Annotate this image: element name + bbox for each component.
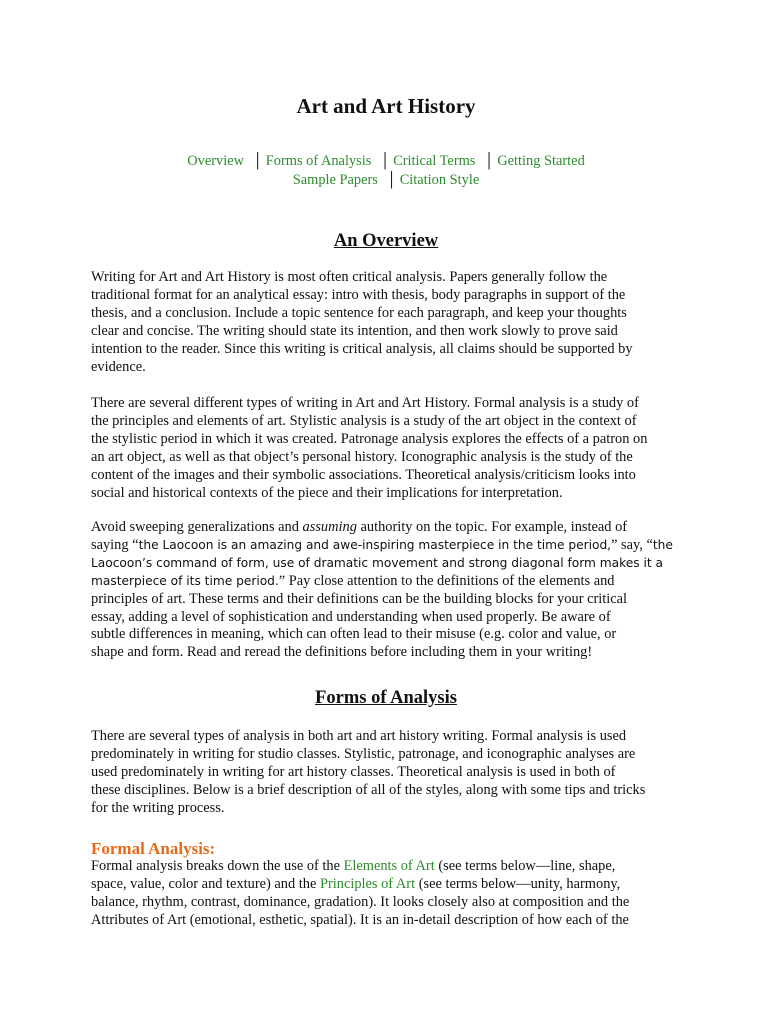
text-line: evidence. xyxy=(91,358,146,375)
nav-link-getting-started[interactable]: Getting Started xyxy=(497,153,585,169)
nav-separator: │ xyxy=(484,153,495,169)
text-run: space, value, color and texture) and the xyxy=(91,875,320,892)
text-line xyxy=(91,519,681,537)
section-heading-overview: An Overview xyxy=(333,231,439,251)
text-line: an art object, as well as that object’s personal history. Iconographic analysis is the study of the xyxy=(91,448,633,465)
text-run: (see terms below—unity, harmony, xyxy=(415,875,621,892)
text-line: balance, rhythm, contrast, dominance, gradation). It looks closely also at composition and the xyxy=(91,893,630,910)
text-line: these disciplines. Below is a brief description of all of the styles, along with some tips and tricks xyxy=(91,781,646,798)
example-quote-text: masterpiece of its time period. xyxy=(91,573,279,588)
nav-separator: │ xyxy=(379,153,391,169)
overview-paragraph-3 xyxy=(91,519,681,662)
nav-link-critical-terms[interactable]: Critical Terms xyxy=(393,153,476,169)
nav-link-overview[interactable]: Overview xyxy=(187,153,244,169)
text-run: Formal analysis breaks down the use of the xyxy=(91,858,344,874)
text-line: for the writing process. xyxy=(91,799,225,816)
text-run: authority on the topic. For example, instead of xyxy=(356,519,628,535)
text-line: shape and form. Read and reread the definitions before including them in your writing! xyxy=(91,644,593,661)
text-line: used predominately in writing for art history classes. Theoretical analysis is used in both of xyxy=(91,763,616,780)
text-line xyxy=(91,573,681,591)
text-line: essay, adding a level of sophistication and understanding when used properly. Be aware of xyxy=(91,608,611,625)
principles-of-art-link[interactable]: Principles of Art xyxy=(319,875,416,892)
text-line xyxy=(91,876,681,894)
overview-paragraph-2 xyxy=(91,395,681,502)
nav-link-forms-of-analysis[interactable]: Forms of Analysis xyxy=(265,153,372,169)
text-line: Attributes of Art (emotional, esthetic, spatial). It is an in-detail description of how each of the xyxy=(91,911,629,928)
text-line xyxy=(91,537,681,555)
section-heading-forms-of-analysis: Forms of Analysis xyxy=(315,688,457,708)
text-line: content of the images and their symbolic associations. Theoretical analysis/criticism looks into xyxy=(91,466,636,483)
text-line: There are several types of analysis in both art and art history writing. Formal analysis is used xyxy=(91,728,627,744)
formal-analysis-paragraph xyxy=(91,858,681,930)
nav-row-2 xyxy=(91,171,681,190)
nav-separator: │ xyxy=(252,153,263,169)
text-line: Writing for Art and Art History is most often critical analysis. Papers generally follow the xyxy=(91,269,608,285)
text-line: traditional format for an analytical essay: intro with thesis, body paragraphs in support of the xyxy=(91,286,626,303)
overview-paragraph-1 xyxy=(91,269,681,376)
text-line: subtle differences in meaning, which can often lead to their misuse (e.g. color and value, or xyxy=(91,626,617,643)
text-line: There are several different types of writing in Art and Art History. Formal analysis is a study of xyxy=(91,395,639,411)
text-line: principles of art. These terms and their definitions can be the building blocks for your critical xyxy=(91,590,628,607)
example-quote-text: the xyxy=(652,537,673,552)
text-run: Avoid sweeping generalizations and xyxy=(91,519,303,535)
emphasis-text: assuming xyxy=(302,519,357,535)
text-line: intention to the reader. Since this writing is critical analysis, all claims should be supported by xyxy=(91,340,633,357)
nav-link-citation-style[interactable]: Citation Style xyxy=(399,171,480,188)
example-quote-text: the Laocoon is an amazing and awe-inspiring masterpiece in the time period, xyxy=(138,537,612,552)
text-line: the principles and elements of art. Stylistic analysis is a study of the art object in the context of xyxy=(91,412,637,429)
example-quote-text: Laocoon’s command of form, use of dramatic movement and strong diagonal form makes it a xyxy=(91,555,663,570)
text-line: the stylistic period in which it was created. Patronage analysis explores the effects of a patron on xyxy=(91,430,648,447)
document-title: Art and Art History xyxy=(296,94,476,118)
text-run: (see terms below—line, shape, xyxy=(434,858,616,874)
text-line: clear and concise. The writing should state its intention, and then work slowly to prove said xyxy=(91,322,618,339)
section-nav xyxy=(91,152,681,189)
text-line: predominately in writing for studio classes. Stylistic, patronage, and iconographic analyses are xyxy=(91,745,636,762)
text-run: saying “ xyxy=(91,536,139,553)
forms-paragraph-1 xyxy=(91,728,681,818)
nav-separator: │ xyxy=(386,171,397,188)
text-line xyxy=(91,858,681,876)
text-line: social and historical contexts of the piece and their implications for interpretation. xyxy=(91,484,563,501)
text-run: ” Pay close attention to the definitions of the elements and xyxy=(278,572,615,589)
text-line: thesis, and a conclusion. Include a topic sentence for each paragraph, and keep your thoughts xyxy=(91,304,627,321)
nav-row-1 xyxy=(91,152,681,171)
elements-of-art-link[interactable]: Elements of Art xyxy=(343,858,435,874)
subheading-formal-analysis: Formal Analysis: xyxy=(91,839,216,858)
text-run: ” say, “ xyxy=(611,536,653,553)
nav-link-sample-papers[interactable]: Sample Papers xyxy=(292,171,378,188)
text-line xyxy=(91,555,681,573)
